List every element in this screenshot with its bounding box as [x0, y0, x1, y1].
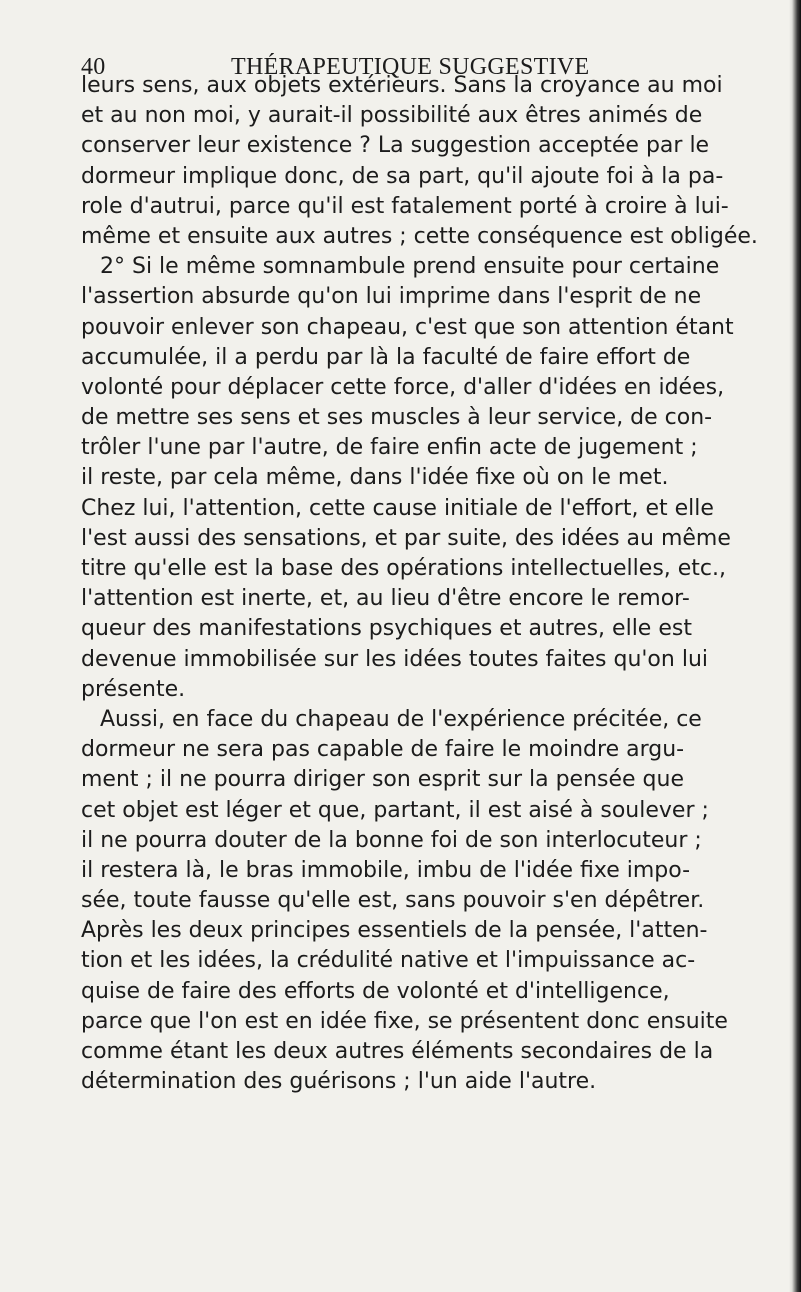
text-line: queur des manifestations psychiques et autres, elle est	[81, 616, 692, 642]
text-line: conserver leur existence ? La suggestion acceptée par le	[81, 133, 710, 159]
text-line: même et ensuite aux autres ; cette conséquence est obligée.	[81, 223, 758, 249]
text-line: présente.	[81, 676, 186, 702]
page-number: 40	[81, 54, 106, 80]
text-line: il ne pourra douter de la bonne foi de son interlocuteur ;	[81, 827, 702, 853]
text-line: sée, toute fausse qu'elle est, sans pouvoir s'en dépêtrer.	[81, 888, 705, 914]
text-line: parce que l'on est en idée fixe, se présentent donc ensuite	[81, 1008, 728, 1034]
text-line: pouvoir enlever son chapeau, c'est que son attention étant	[81, 314, 734, 340]
text-line: leurs sens, aux objets extérieurs. Sans la croyance au moi	[81, 73, 723, 98]
text-line: et au non moi, y aurait-il possibilité aux êtres animés de	[81, 103, 703, 129]
text-line: l'attention est inerte, et, au lieu d'être encore le remor-	[81, 586, 690, 612]
text-line: ment ; il ne pourra diriger son esprit sur la pensée que	[81, 767, 684, 793]
text-line: Chez lui, l'attention, cette cause initiale de l'effort, et elle	[81, 495, 714, 521]
text-line: l'est aussi des sensations, et par suite, des idées au même	[81, 525, 731, 551]
text-line: 2° Si le même somnambule prend ensuite pour certaine	[100, 254, 720, 280]
text-line: cet objet est léger et que, partant, il est aisé à soulever ;	[81, 797, 709, 823]
text-line: role d'autrui, parce qu'il est fatalement porté à croire à lui-	[81, 193, 729, 219]
text-line: accumulée, il a perdu par là la faculté de faire effort de	[81, 344, 691, 370]
text-line: dormeur implique donc, de sa part, qu'il ajoute foi à la pa-	[81, 163, 724, 189]
text-line: détermination des guérisons ; l'un aide l'autre.	[81, 1069, 597, 1095]
text-line: comme étant les deux autres éléments secondaires de la	[81, 1039, 714, 1064]
text-line: quise de faire des efforts de volonté et d'intelligence,	[81, 978, 670, 1004]
body-text	[81, 71, 767, 1097]
text-line: Aussi, en face du chapeau de l'expérience précitée, ce	[100, 706, 702, 732]
text-line: volonté pour déplacer cette force, d'aller d'idées en idées,	[81, 374, 725, 400]
text-line: Après les deux principes essentiels de la pensée, l'atten-	[81, 918, 708, 944]
text-line: devenue immobilisée sur les idées toutes faites qu'on lui	[81, 646, 708, 672]
text-line: de mettre ses sens et ses muscles à leur service, de con-	[81, 405, 713, 431]
text-line: tion et les idées, la crédulité native et l'impuissance ac-	[81, 948, 696, 974]
page-binding-shadow	[789, 0, 801, 1292]
running-title: THÉRAPEUTIQUE SUGGESTIVE	[231, 54, 590, 80]
text-line: il reste, par cela même, dans l'idée fixe où on le met.	[81, 465, 669, 491]
text-line: dormeur ne sera pas capable de faire le moindre argu-	[81, 737, 685, 763]
text-line: trôler l'une par l'autre, de faire enfin acte de jugement ;	[81, 435, 698, 461]
text-line: l'assertion absurde qu'on lui imprime dans l'esprit de ne	[81, 284, 702, 310]
text-line: il restera là, le bras immobile, imbu de l'idée fixe impo-	[81, 857, 691, 883]
text-line: titre qu'elle est la base des opérations intellectuelles, etc.,	[81, 556, 727, 581]
